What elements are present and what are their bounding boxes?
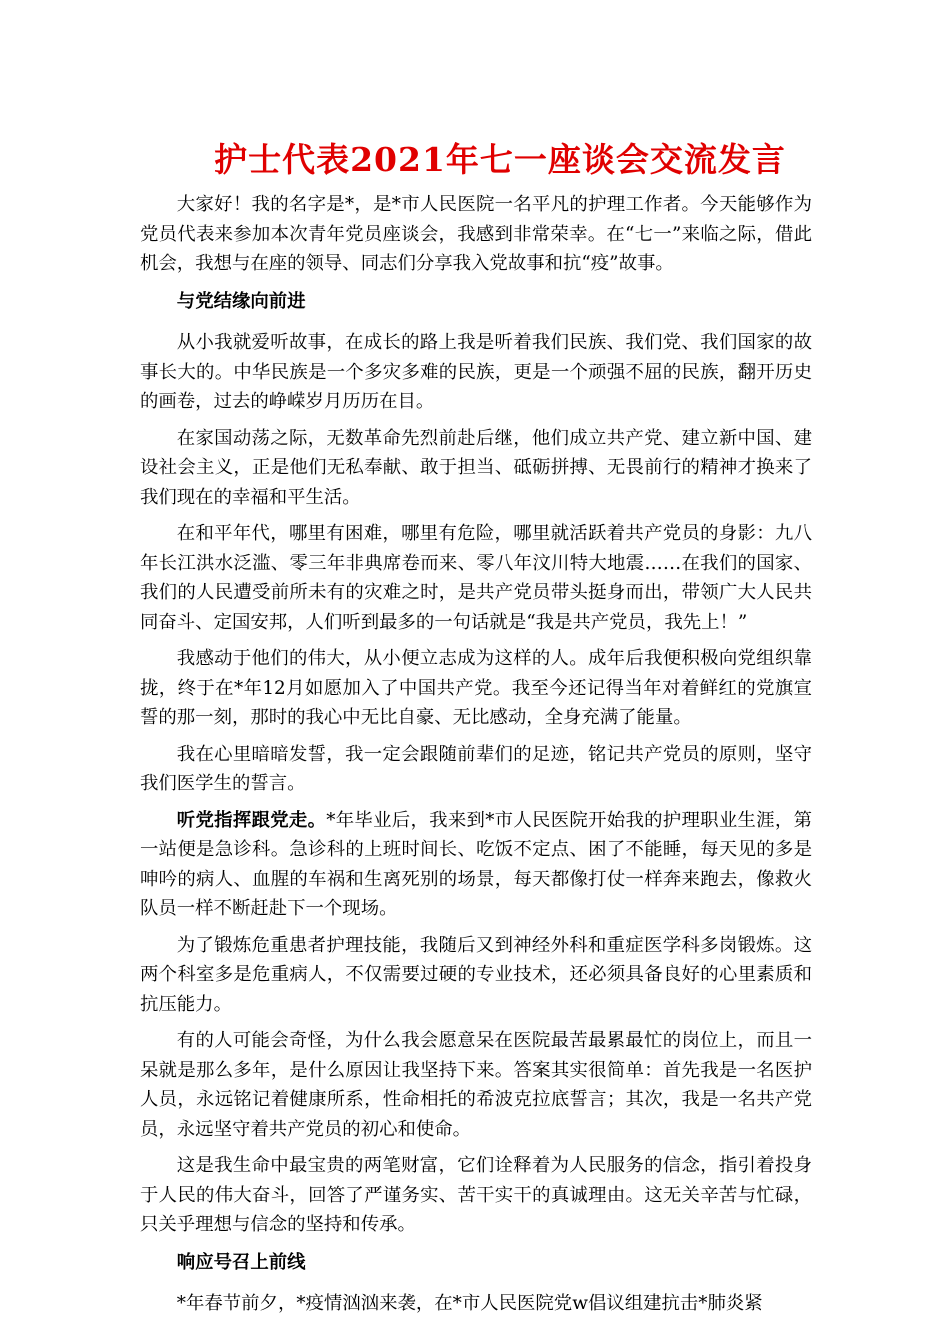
body-paragraph: 这是我生命中最宝贵的两笔财富，它们诠释着为人民服务的信念，指引着投身于人民的伟大奋斗，回答了严谨务实、苦干实干的真诚理由。这无关辛苦与忙碌，只关乎理想与信念的坚持和传承。 bbox=[140, 1155, 812, 1235]
section-2-lead-text: *年毕业后，我来到*市人民医院开始我的护理职业生涯，第一站便是急诊科。急诊科的上班时间长、吃饭不定点、困了不能睡，每天见的多是呻吟的病人、血腥的车祸和生离死别的场景，每天都像打仗一样奔来跑去，像救火队员一样不断赶赴下一个现场。 bbox=[140, 809, 812, 919]
body-paragraph: 我感动于他们的伟大，从小便立志成为这样的人。成年后我便积极向党组织靠拢，终于在*年12月如愿加入了中国共产党。我至今还记得当年对着鲜红的党旗宣誓的那一刻，那时的我心中无比自豪、无比感动，全身充满了能量。 bbox=[140, 648, 812, 728]
section-heading-1: 与党结缘向前进 bbox=[176, 290, 306, 312]
section-2-lead-paragraph bbox=[140, 806, 812, 924]
body-paragraph: 在和平年代，哪里有困难，哪里有危险，哪里就活跃着共产党员的身影：九八年长江洪水泛滥、零三年非典席卷而来、零八年汶川特大地震……在我们的国家、我们的人民遭受前所未有的灾难之时，是共产党员带头挺身而出，带领广大人民共同奋斗、定国安邦，人们听到最多的一句话就是“我是共产党员，我先上！” bbox=[140, 523, 812, 633]
section-heading-2: 听党指挥跟党走。 bbox=[176, 809, 327, 831]
intro-paragraph: 大家好！我的名字是*，是*市人民医院一名平凡的护理工作者。今天能够作为党员代表来参加本次青年党员座谈会，我感到非常荣幸。在“七一”来临之际，借此机会，我想与在座的领导、同志们分享我入党故事和抗“疫”故事。 bbox=[140, 194, 812, 274]
body-paragraph: 我在心里暗暗发誓，我一定会跟随前辈们的足迹，铭记共产党员的原则，坚守我们医学生的誓言。 bbox=[140, 743, 812, 794]
body-paragraph: 在家国动荡之际，无数革命先烈前赴后继，他们成立共产党、建立新中国、建设社会主义，正是他们无私奉献、敢于担当、砥砺拼搏、无畏前行的精神才换来了我们现在的幸福和平生活。 bbox=[140, 427, 812, 508]
body-paragraph: 有的人可能会奇怪，为什么我会愿意呆在医院最苦最累最忙的岗位上，而且一呆就是那么多年，是什么原因让我坚持下来。答案其实很简单：首先我是一名医护人员，永远铭记着健康所系，性命相托的希波克拉底誓言；其次，我是一名共产党员，永远坚守着共产党员的初心和使命。 bbox=[140, 1030, 812, 1140]
body-paragraph: 为了锻炼危重患者护理技能，我随后又到神经外科和重症医学科多岗锻炼。这两个科室多是危重病人，不仅需要过硬的专业技术，还必须具备良好的心里素质和抗压能力。 bbox=[140, 934, 812, 1015]
section-heading-3: 响应号召上前线 bbox=[176, 1251, 306, 1273]
document-title: 护士代表2021年七一座谈会交流发言 bbox=[214, 140, 786, 179]
body-paragraph: 从小我就爱听故事，在成长的路上我是听着我们民族、我们党、我们国家的故事长大的。中华民族是一个多灾多难的民族，更是一个顽强不屈的民族，翻开历史的画卷，过去的峥嵘岁月历历在目。 bbox=[140, 332, 812, 412]
body-paragraph: *年春节前夕，*疫情汹汹来袭，在*市人民医院党w倡议组建抗击*肺炎紧 bbox=[176, 1293, 763, 1314]
document-body bbox=[140, 190, 812, 1326]
